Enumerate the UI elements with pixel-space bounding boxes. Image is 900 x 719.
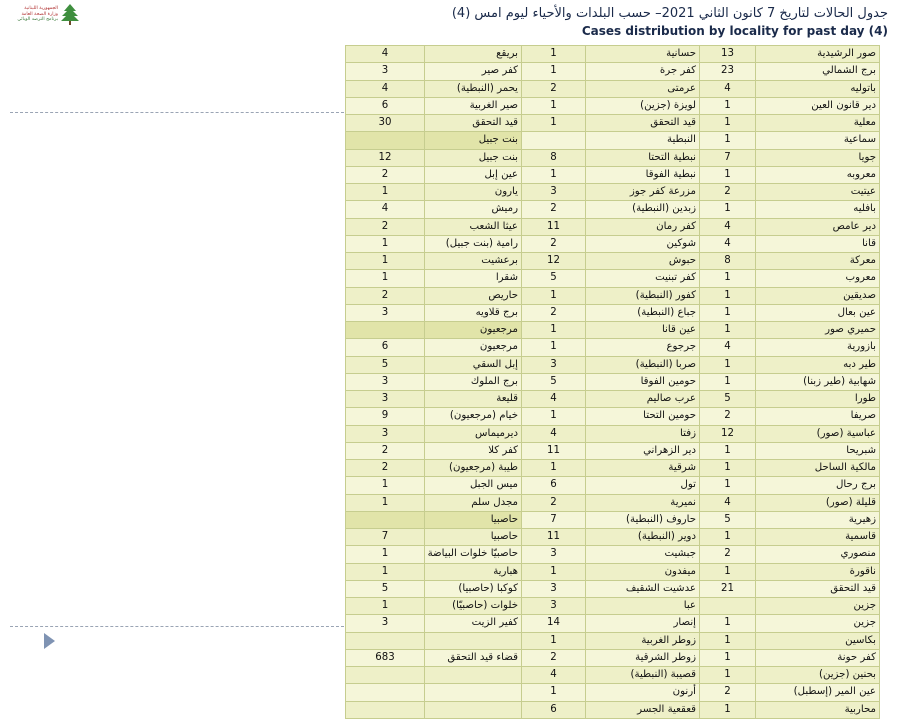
table-row xyxy=(346,667,880,684)
locality-cell: بريقع xyxy=(425,46,522,63)
locality-cell: دوير (النبطية) xyxy=(586,529,700,546)
case-count-cell: 1 xyxy=(700,649,756,666)
case-count-cell: 1 xyxy=(346,494,425,511)
case-count-cell: 3 xyxy=(522,598,586,615)
locality-cell: شقرا xyxy=(425,270,522,287)
locality-cell: طير دبه xyxy=(756,356,880,373)
locality-cell: قيد التحقق xyxy=(425,115,522,132)
case-count-cell: 5 xyxy=(700,511,756,528)
case-count-cell: 3 xyxy=(346,304,425,321)
table-row xyxy=(346,270,880,287)
locality-cell: عين بعال xyxy=(756,304,880,321)
case-count-cell: 3 xyxy=(522,356,586,373)
locality-cell: نبطية التحتا xyxy=(586,149,700,166)
locality-cell: باتوليه xyxy=(756,80,880,97)
case-count-cell: 1 xyxy=(346,235,425,252)
table-row xyxy=(346,373,880,390)
locality-cell: قعقعية الجسر xyxy=(586,701,700,718)
table-row xyxy=(346,235,880,252)
locality-cell: كوكبا (حاصبيا) xyxy=(425,580,522,597)
case-count-cell: 4 xyxy=(522,425,586,442)
case-count-cell: 1 xyxy=(522,166,586,183)
locality-cell: هبارية xyxy=(425,563,522,580)
case-count-cell: 4 xyxy=(700,235,756,252)
case-count-cell: 2 xyxy=(522,235,586,252)
locality-cell xyxy=(425,684,522,701)
case-count-cell: 2 xyxy=(346,166,425,183)
play-arrow-icon xyxy=(44,633,55,649)
table-row xyxy=(346,442,880,459)
table-row xyxy=(346,356,880,373)
locality-cell: عرب صاليم xyxy=(586,391,700,408)
case-count-cell: 683 xyxy=(346,649,425,666)
locality-cell: قضاء قيد التحقق xyxy=(425,649,522,666)
case-count-cell: 1 xyxy=(522,115,586,132)
table-row xyxy=(346,339,880,356)
case-count-cell: 13 xyxy=(700,46,756,63)
table-row xyxy=(346,684,880,701)
locality-cell: قليلة (صور) xyxy=(756,494,880,511)
case-count-cell: 5 xyxy=(346,356,425,373)
locality-cell: برج الشمالي xyxy=(756,63,880,80)
case-count-cell: 1 xyxy=(522,46,586,63)
cedar-logo-icon xyxy=(60,3,80,25)
locality-cell: دير عامص xyxy=(756,218,880,235)
locality-cell: برج الملوك xyxy=(425,373,522,390)
locality-cell: منصوري xyxy=(756,546,880,563)
case-count-cell: 1 xyxy=(700,322,756,339)
locality-cell: عين إبل xyxy=(425,166,522,183)
locality-cell: عرمتى xyxy=(586,80,700,97)
case-count-cell: 1 xyxy=(346,270,425,287)
table-row xyxy=(346,460,880,477)
case-count-cell: 4 xyxy=(700,339,756,356)
case-count-cell: 1 xyxy=(522,97,586,114)
case-count-cell: 1 xyxy=(522,684,586,701)
case-count-cell xyxy=(346,632,425,649)
case-count-cell: 3 xyxy=(346,615,425,632)
locality-cell: كفر صير xyxy=(425,63,522,80)
locality-cell: رميش xyxy=(425,201,522,218)
locality-cell: كفر رمان xyxy=(586,218,700,235)
case-count-cell xyxy=(346,684,425,701)
locality-cell: مزرعة كفر جوز xyxy=(586,184,700,201)
case-count-cell xyxy=(700,598,756,615)
locality-cell: قصيبة (النبطية) xyxy=(586,667,700,684)
case-count-cell: 7 xyxy=(522,511,586,528)
case-count-cell: 3 xyxy=(522,546,586,563)
case-count-cell: 3 xyxy=(346,425,425,442)
table-row xyxy=(346,391,880,408)
case-count-cell: 21 xyxy=(700,580,756,597)
locality-cell: يارون xyxy=(425,184,522,201)
table-row xyxy=(346,149,880,166)
case-count-cell: 2 xyxy=(522,80,586,97)
locality-cell xyxy=(425,632,522,649)
table-row xyxy=(346,546,880,563)
locality-cell: كفر حونة xyxy=(756,649,880,666)
locality-cell: ميس الجبل xyxy=(425,477,522,494)
case-count-cell: 12 xyxy=(700,425,756,442)
case-count-cell: 1 xyxy=(522,632,586,649)
case-count-cell: 1 xyxy=(522,287,586,304)
locality-cell: بكاسين xyxy=(756,632,880,649)
table-row xyxy=(346,425,880,442)
case-count-cell: 12 xyxy=(522,253,586,270)
locality-cell: حاريص xyxy=(425,287,522,304)
locality-cell: النبطية xyxy=(586,132,700,149)
locality-cell: برج رحال xyxy=(756,477,880,494)
case-count-cell: 1 xyxy=(700,97,756,114)
ministry-logo xyxy=(4,2,82,32)
case-count-cell: 1 xyxy=(700,442,756,459)
logo-line-2: وزارة الصحة العامة xyxy=(21,11,58,17)
locality-cell xyxy=(425,667,522,684)
table-row xyxy=(346,615,880,632)
case-count-cell xyxy=(346,511,425,528)
locality-cell: صريفا xyxy=(756,408,880,425)
logo-line-1: الجمهورية اللبنانية xyxy=(24,6,58,11)
locality-cell: قانا xyxy=(756,235,880,252)
locality-cell: خلوات (حاصبيّا) xyxy=(425,598,522,615)
locality-cell: حاصبيا xyxy=(425,511,522,528)
locality-cell: مجدل سلم xyxy=(425,494,522,511)
case-count-cell xyxy=(346,322,425,339)
case-count-cell: 5 xyxy=(700,391,756,408)
ministry-logo-text xyxy=(8,6,58,23)
case-count-cell: 30 xyxy=(346,115,425,132)
locality-cell: عدشيت الشقيف xyxy=(586,580,700,597)
locality-cell: كفور (النبطية) xyxy=(586,287,700,304)
case-count-cell: 1 xyxy=(700,373,756,390)
locality-cell: زوطر الشرقية xyxy=(586,649,700,666)
locality-cell: زوطر الغربية xyxy=(586,632,700,649)
locality-cell: قاسمية xyxy=(756,529,880,546)
case-count-cell: 2 xyxy=(700,408,756,425)
locality-cell: كفر كلا xyxy=(425,442,522,459)
locality-cell: حبوش xyxy=(586,253,700,270)
locality-cell: معروب xyxy=(756,270,880,287)
locality-cell: عباسية (صور) xyxy=(756,425,880,442)
table-row xyxy=(346,563,880,580)
table-row xyxy=(346,201,880,218)
locality-cell: بنت جبيل xyxy=(425,149,522,166)
locality-cell: دير الزهراني xyxy=(586,442,700,459)
locality-cell: حاصبيّا خلوات البياضة xyxy=(425,546,522,563)
table-row xyxy=(346,287,880,304)
locality-cell: جباع (النبطية) xyxy=(586,304,700,321)
locality-cell: عبا xyxy=(586,598,700,615)
table-row xyxy=(346,494,880,511)
case-count-cell: 6 xyxy=(346,97,425,114)
locality-cell: معروبه xyxy=(756,166,880,183)
locality-cell: زفتا xyxy=(586,425,700,442)
case-count-cell: 4 xyxy=(522,667,586,684)
case-count-cell: 1 xyxy=(700,166,756,183)
locality-cell: تول xyxy=(586,477,700,494)
case-count-cell: 23 xyxy=(700,63,756,80)
locality-cell: عين المير (إسطبل) xyxy=(756,684,880,701)
table-row xyxy=(346,649,880,666)
divider-line-top xyxy=(10,112,344,113)
case-count-cell xyxy=(522,132,586,149)
case-count-cell: 4 xyxy=(700,494,756,511)
locality-cell: حميري صور xyxy=(756,322,880,339)
locality-cell: جزين xyxy=(756,615,880,632)
case-count-cell: 1 xyxy=(700,270,756,287)
case-count-cell: 9 xyxy=(346,408,425,425)
case-count-cell: 3 xyxy=(522,580,586,597)
locality-cell: يحمر (النبطية) xyxy=(425,80,522,97)
case-count-cell: 1 xyxy=(700,529,756,546)
case-count-cell: 2 xyxy=(346,460,425,477)
locality-cell: طيبة (مرجعيون) xyxy=(425,460,522,477)
table-row xyxy=(346,132,880,149)
locality-cell: بافليه xyxy=(756,201,880,218)
case-count-cell: 2 xyxy=(346,218,425,235)
case-count-cell: 7 xyxy=(346,529,425,546)
locality-cell: ديرميماس xyxy=(425,425,522,442)
case-count-cell: 1 xyxy=(346,184,425,201)
table-row xyxy=(346,598,880,615)
case-count-cell: 1 xyxy=(522,322,586,339)
locality-cell: دير قانون العين xyxy=(756,97,880,114)
case-count-cell: 6 xyxy=(346,339,425,356)
case-count-cell: 2 xyxy=(522,649,586,666)
locality-cell: حاصبيا xyxy=(425,529,522,546)
locality-cell: صديقين xyxy=(756,287,880,304)
locality-cell: شرقية xyxy=(586,460,700,477)
locality-cell xyxy=(425,701,522,718)
case-count-cell: 8 xyxy=(522,149,586,166)
locality-cell: جزين xyxy=(756,598,880,615)
case-count-cell: 1 xyxy=(346,477,425,494)
locality-cell: خيام (مرجعيون) xyxy=(425,408,522,425)
table-row xyxy=(346,529,880,546)
case-count-cell: 1 xyxy=(700,287,756,304)
locality-cell: زهيرية xyxy=(756,511,880,528)
table-row xyxy=(346,46,880,63)
locality-cell: بحنين (جزين) xyxy=(756,667,880,684)
locality-cell: شوكين xyxy=(586,235,700,252)
locality-cell: شهابية (طير زبنا) xyxy=(756,373,880,390)
cases-table-body xyxy=(346,46,880,719)
table-row xyxy=(346,511,880,528)
case-count-cell: 14 xyxy=(522,615,586,632)
case-count-cell: 3 xyxy=(346,373,425,390)
case-count-cell: 2 xyxy=(346,287,425,304)
case-count-cell: 4 xyxy=(700,80,756,97)
case-count-cell: 7 xyxy=(700,149,756,166)
table-row xyxy=(346,115,880,132)
case-count-cell: 2 xyxy=(346,442,425,459)
locality-cell: بازورية xyxy=(756,339,880,356)
table-row xyxy=(346,97,880,114)
locality-cell: قيد التحقق xyxy=(756,580,880,597)
case-count-cell: 2 xyxy=(522,201,586,218)
table-row xyxy=(346,184,880,201)
locality-cell: طورا xyxy=(756,391,880,408)
locality-cell: مالكية الساحل xyxy=(756,460,880,477)
case-count-cell: 4 xyxy=(346,80,425,97)
locality-cell: برعشيت xyxy=(425,253,522,270)
case-count-cell: 1 xyxy=(700,460,756,477)
locality-cell: عيتيت xyxy=(756,184,880,201)
page-title-arabic: جدول الحالات لتاريخ 7 كانون الثاني 2021– حسب البلدات والأحياء ليوم امس (4) xyxy=(451,6,888,21)
case-count-cell: 1 xyxy=(346,598,425,615)
case-count-cell: 1 xyxy=(700,115,756,132)
case-count-cell: 1 xyxy=(522,563,586,580)
case-count-cell: 6 xyxy=(522,477,586,494)
case-count-cell: 1 xyxy=(700,615,756,632)
table-row xyxy=(346,408,880,425)
case-count-cell: 1 xyxy=(700,201,756,218)
table-row xyxy=(346,322,880,339)
case-count-cell: 1 xyxy=(700,304,756,321)
locality-cell: ناقورة xyxy=(756,563,880,580)
locality-cell: ميفدون xyxy=(586,563,700,580)
case-count-cell: 1 xyxy=(700,632,756,649)
locality-cell: عيثا الشعب xyxy=(425,218,522,235)
locality-cell: لويزة (جزين) xyxy=(586,97,700,114)
locality-cell: كفر تبنيت xyxy=(586,270,700,287)
locality-cell: رامية (بنت جبيل) xyxy=(425,235,522,252)
locality-cell: أرنون xyxy=(586,684,700,701)
locality-cell: سماعية xyxy=(756,132,880,149)
case-count-cell: 1 xyxy=(522,339,586,356)
case-count-cell: 11 xyxy=(522,218,586,235)
case-count-cell: 12 xyxy=(346,149,425,166)
locality-cell: زبدين (النبطية) xyxy=(586,201,700,218)
locality-cell: حومين التحتا xyxy=(586,408,700,425)
case-count-cell: 4 xyxy=(346,201,425,218)
case-count-cell: 3 xyxy=(346,63,425,80)
locality-cell: بنت جبيل xyxy=(425,132,522,149)
case-count-cell: 5 xyxy=(346,580,425,597)
locality-cell: إنصار xyxy=(586,615,700,632)
locality-cell: نبطية الفوقا xyxy=(586,166,700,183)
table-row xyxy=(346,80,880,97)
divider-line-bottom xyxy=(10,626,344,627)
locality-cell: محاربية xyxy=(756,701,880,718)
case-count-cell: 1 xyxy=(346,253,425,270)
case-count-cell: 2 xyxy=(700,546,756,563)
locality-cell: قليعة xyxy=(425,391,522,408)
case-count-cell: 11 xyxy=(522,442,586,459)
case-count-cell: 5 xyxy=(522,373,586,390)
case-count-cell: 8 xyxy=(700,253,756,270)
locality-cell: إبل السقي xyxy=(425,356,522,373)
case-count-cell xyxy=(346,132,425,149)
locality-cell: عين قانا xyxy=(586,322,700,339)
table-row xyxy=(346,477,880,494)
locality-cell: صربا (النبطية) xyxy=(586,356,700,373)
locality-cell: جرجوع xyxy=(586,339,700,356)
table-row xyxy=(346,580,880,597)
case-count-cell: 1 xyxy=(700,477,756,494)
case-count-cell: 2 xyxy=(700,184,756,201)
locality-cell: شبريحا xyxy=(756,442,880,459)
locality-cell: مرجعيون xyxy=(425,339,522,356)
locality-cell: كفير الزيت xyxy=(425,615,522,632)
locality-cell: كفر جرة xyxy=(586,63,700,80)
case-count-cell: 1 xyxy=(522,63,586,80)
locality-cell: جويا xyxy=(756,149,880,166)
case-count-cell: 6 xyxy=(522,701,586,718)
locality-cell: قيد التحقق xyxy=(586,115,700,132)
case-count-cell: 1 xyxy=(700,701,756,718)
locality-cell: حاروف (النبطية) xyxy=(586,511,700,528)
locality-cell: برج قلاويه xyxy=(425,304,522,321)
case-count-cell: 1 xyxy=(346,563,425,580)
case-count-cell: 4 xyxy=(346,46,425,63)
locality-cell: حسانية xyxy=(586,46,700,63)
case-count-cell: 1 xyxy=(700,356,756,373)
locality-cell: جبشيت xyxy=(586,546,700,563)
table-row xyxy=(346,63,880,80)
case-count-cell: 2 xyxy=(522,494,586,511)
table-row xyxy=(346,166,880,183)
case-count-cell: 1 xyxy=(700,563,756,580)
table-row xyxy=(346,632,880,649)
locality-cell: مرجعيون xyxy=(425,322,522,339)
table-row xyxy=(346,218,880,235)
case-count-cell: 1 xyxy=(700,667,756,684)
case-count-cell: 5 xyxy=(522,270,586,287)
case-count-cell: 3 xyxy=(522,184,586,201)
cases-table xyxy=(345,45,880,719)
locality-cell: معلية xyxy=(756,115,880,132)
case-count-cell: 11 xyxy=(522,529,586,546)
case-count-cell: 2 xyxy=(522,304,586,321)
locality-cell: صير الغربية xyxy=(425,97,522,114)
case-count-cell: 3 xyxy=(346,391,425,408)
case-count-cell xyxy=(346,701,425,718)
locality-cell: نميرية xyxy=(586,494,700,511)
case-count-cell: 1 xyxy=(522,460,586,477)
case-count-cell xyxy=(346,667,425,684)
case-count-cell: 1 xyxy=(522,408,586,425)
case-count-cell: 4 xyxy=(700,218,756,235)
locality-cell: صور الرشيدية xyxy=(756,46,880,63)
locality-cell: حومين الفوقا xyxy=(586,373,700,390)
table-row xyxy=(346,701,880,718)
case-count-cell: 1 xyxy=(700,132,756,149)
page-title-english: Cases distribution by locality for past day (4) xyxy=(581,24,888,38)
table-row xyxy=(346,304,880,321)
case-count-cell: 4 xyxy=(522,391,586,408)
case-count-cell: 1 xyxy=(346,546,425,563)
case-count-cell: 2 xyxy=(700,684,756,701)
locality-cell: معركة xyxy=(756,253,880,270)
table-row xyxy=(346,253,880,270)
logo-line-3: برنامج الترصد الوبائي xyxy=(17,17,58,23)
